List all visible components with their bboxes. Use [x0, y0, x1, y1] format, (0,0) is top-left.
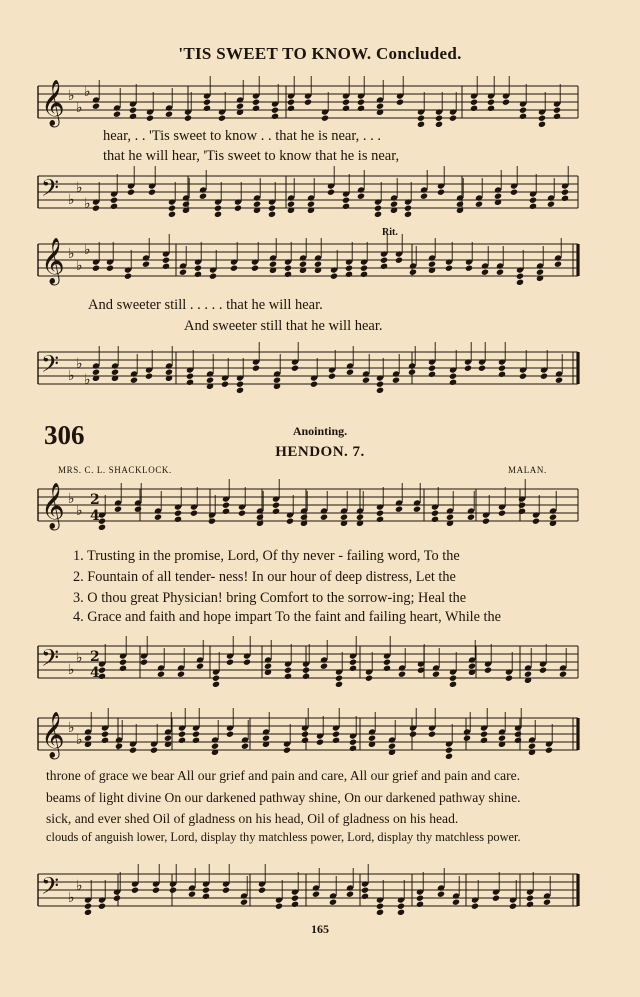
bass-staff-system2	[0, 346, 640, 396]
treble-staff-system3	[0, 483, 640, 533]
flat-icon: ♭	[68, 720, 75, 736]
flat-icon: ♭	[68, 890, 75, 906]
flat-icon: ♭	[68, 192, 75, 208]
system1-bass-lyrics: that he will hear, 'Tis sweet to know that he is near,	[103, 148, 400, 164]
author-credit: MRS. C. L. SHACKLOCK.	[58, 465, 172, 475]
verse-3-line-2: sick, and ever shed Oil of gladness on his head, Oil of gladness on his head.	[46, 811, 459, 826]
bass-clef-icon: 𝄢	[41, 350, 60, 383]
treble-clef-icon: 𝄞	[41, 238, 65, 284]
bass-clef-icon: 𝄢	[41, 644, 60, 677]
flat-icon: ♭	[76, 878, 83, 894]
flat-icon: ♭	[76, 100, 83, 116]
system2-bass-lyrics: And sweeter still that he will hear.	[184, 318, 383, 334]
flat-icon: ♭	[76, 356, 83, 372]
bass-staff-system4	[0, 868, 640, 918]
treble-staff-system4	[0, 712, 640, 762]
flat-icon: ♭	[84, 84, 91, 100]
system1-treble-lyrics: hear, . . 'Tis sweet to know . . that he is near, . . .	[103, 128, 381, 144]
bass-staff-system3	[0, 640, 640, 690]
continued-song-title: 'TIS SWEET TO KNOW. Concluded.	[178, 44, 462, 63]
treble-clef-icon: 𝄞	[41, 80, 65, 126]
treble-clef-icon: 𝄞	[41, 483, 65, 529]
hymn-subject: Anointing.	[292, 424, 348, 438]
hymn-number: 306	[44, 420, 85, 450]
flat-icon: ♭	[76, 180, 83, 196]
verse-4-line-2: clouds of anguish lower, Lord, display thy matchless power, Lord, display thy matchless power.	[46, 830, 521, 844]
flat-icon: ♭	[76, 258, 83, 274]
verse-2-line-2: beams of light divine On our darkened pathway shine, On our darkened pathway shine.	[46, 790, 521, 805]
treble-staff-system2	[0, 238, 640, 288]
flat-icon: ♭	[84, 372, 91, 388]
time-signature-top: 2	[90, 492, 100, 508]
treble-staff-system1	[0, 80, 640, 130]
verse-1-line-2: throne of grace we bear All our grief and pain and care, All our grief and pain and care.	[46, 768, 521, 783]
time-signature-bottom: 4	[90, 665, 100, 681]
ritardando-marking: Rit.	[382, 227, 398, 238]
flat-icon: ♭	[68, 368, 75, 384]
flat-icon: ♭	[76, 503, 83, 519]
flat-icon: ♭	[84, 242, 91, 258]
flat-icon: ♭	[76, 650, 83, 666]
system2-treble-lyrics: And sweeter still . . . . . that he will hear.	[88, 297, 323, 313]
treble-clef-icon: 𝄞	[41, 712, 65, 758]
flat-icon: ♭	[68, 662, 75, 678]
flat-icon: ♭	[68, 88, 75, 104]
verse-2-line-1: 2. Fountain of all tender- ness! In our hour of deep distress, Let the	[73, 569, 456, 585]
flat-icon: ♭	[84, 196, 91, 212]
tune-name: HENDON. 7.	[275, 444, 365, 460]
flat-icon: ♭	[76, 732, 83, 748]
time-signature-top: 2	[90, 649, 100, 665]
bass-clef-icon: 𝄢	[41, 872, 60, 905]
bass-staff-system1	[0, 170, 640, 220]
verse-4-line-1: 4. Grace and faith and hope impart To the faint and failing heart, While the	[73, 609, 502, 625]
composer-credit: MALAN.	[508, 465, 547, 475]
flat-icon: ♭	[68, 491, 75, 507]
verse-3-line-1: 3. O thou great Physician! bring Comfort to the sorrow-ing; Heal the	[73, 590, 467, 606]
time-signature-bottom: 4	[90, 508, 100, 524]
flat-icon: ♭	[68, 246, 75, 262]
bass-clef-icon: 𝄢	[41, 174, 60, 207]
page-number: 165	[311, 922, 329, 936]
verse-1-line-1: 1. Trusting in the promise, Lord, Of thy never - failing word, To the	[73, 548, 460, 564]
